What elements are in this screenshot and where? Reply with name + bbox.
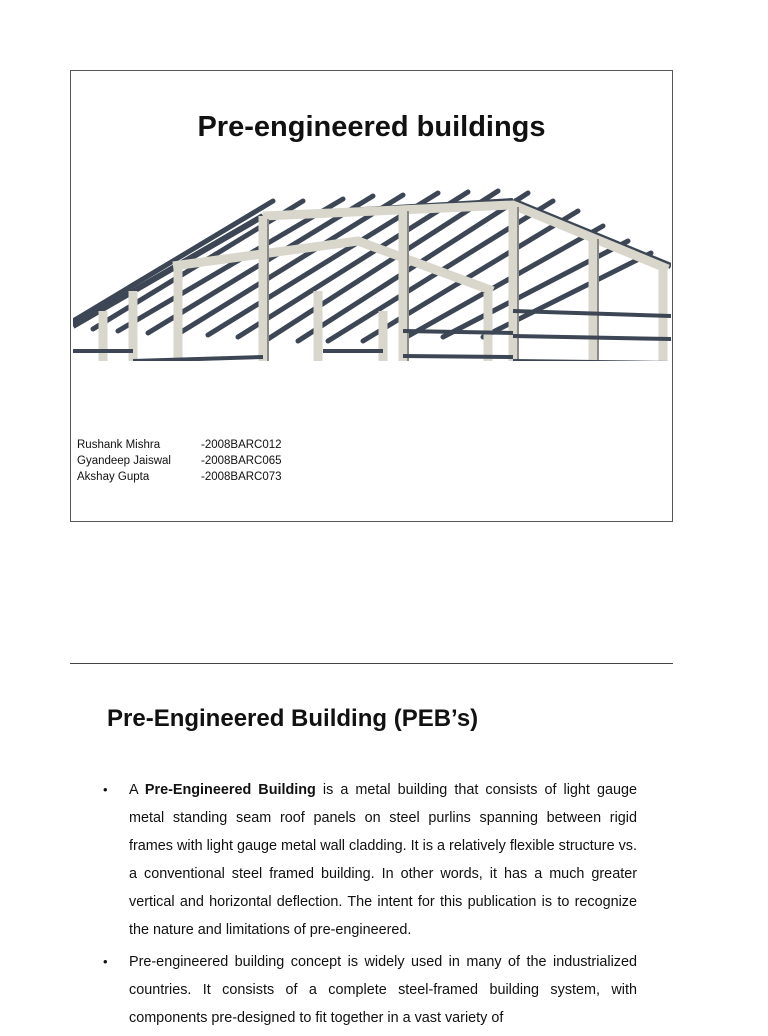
slide-title: Pre-engineered buildings bbox=[197, 111, 546, 143]
steel-building-illustration bbox=[73, 181, 671, 361]
author-name: Akshay Gupta bbox=[77, 471, 150, 483]
bullet-list bbox=[100, 776, 637, 1036]
author-name: Gyandeep Jaiswal bbox=[77, 455, 171, 467]
author-list bbox=[77, 437, 282, 485]
author-id: -2008BARC065 bbox=[201, 455, 282, 467]
slide-divider bbox=[70, 663, 673, 664]
bullet-item bbox=[100, 948, 637, 1032]
bullet-item bbox=[100, 776, 637, 944]
bullet-text: Pre-engineered building concept is widely used in many of the industrialized countries. It consists of a complete steel-framed building system, with components pre-designed to fit together in a vast variety of bbox=[129, 954, 637, 1026]
title-slide bbox=[70, 70, 673, 522]
author-row bbox=[77, 469, 282, 485]
bullet-icon: • bbox=[103, 782, 108, 797]
bullet-prefix: A bbox=[129, 782, 145, 798]
author-id: -2008BARC012 bbox=[201, 439, 282, 451]
bullet-bold-term: Pre-Engineered Building bbox=[144, 782, 316, 798]
bullet-icon: • bbox=[103, 954, 108, 969]
section-title: Pre-Engineered Building (PEB’s) bbox=[107, 705, 479, 732]
author-row bbox=[77, 437, 282, 453]
author-row bbox=[77, 453, 282, 469]
author-id: -2008BARC073 bbox=[201, 471, 282, 483]
author-name: Rushank Mishra bbox=[77, 439, 161, 451]
bullet-text: is a metal building that consists of light gauge metal standing seam roof panels on steel purlins spanning between rigid frames with light gauge metal wall cladding. It is a relatively flexible structure vs. a conventional steel framed building. In other words, it has a much greater vertical and horizontal deflection. The intent for this publication is to recognize the nature and limitations of pre-engineered. bbox=[129, 782, 637, 938]
